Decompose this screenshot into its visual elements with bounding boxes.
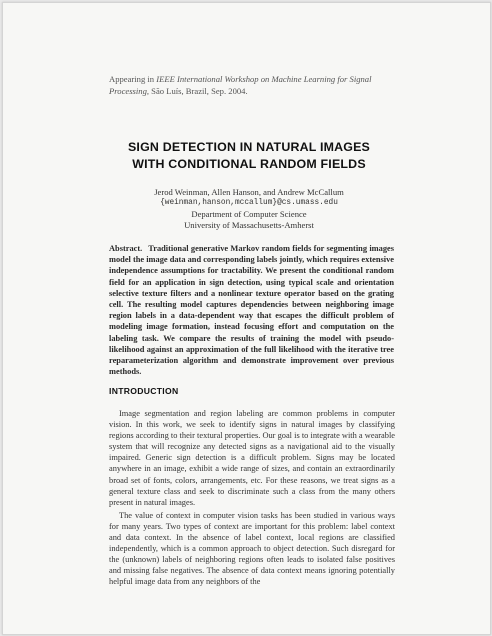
author-email: {weinman,hanson,mccallum}@cs.umass.edu: [160, 199, 338, 207]
title-line-2: WITH CONDITIONAL RANDOM FIELDS: [132, 157, 366, 171]
author-university: University of Massachusetts-Amherst: [184, 220, 314, 230]
author-block: [63, 187, 435, 231]
venue-suffix: , São Luís, Brazil, Sep. 2004.: [146, 86, 248, 96]
intro-paragraph-2: The value of context in computer vision tasks has been studied in various ways for many years. Two types of context are important for this problem: label context and data context. In the absence of label context, local regions are classified independently, which is a common approach to object detection. Such disregard for the (unknown) labels of neighboring regions often leads to isolated false positives and missing false negatives. The absence of data context means ignoring potentially helpful image data from any neighbors of the: [109, 510, 395, 587]
title-line-1: SIGN DETECTION IN NATURAL IMAGES: [127, 140, 371, 154]
abstract-label: Abstract.: [109, 244, 143, 253]
paper-page: [2, 2, 491, 635]
venue-prefix: Appearing in: [109, 74, 157, 84]
venue-name: IEEE International Workshop on Machine Learning for Signal Processing: [109, 74, 372, 96]
intro-paragraph-1: Image segmentation and region labeling are common problems in computer vision. In this work, we seek to identify signs in natural images by classifying regions according to their textural properties. Our goal is to integrate with a wearable system that will recognize any detected signs as a navigational aid to the visually impaired. Generic sign detection is a difficult problem. Signs may be located anywhere in an image, exhibit a wide range of sizes, and contain an extraordinarily broad set of fonts, colors, arrangements, etc. For these reasons, we treat signs as a general texture class and seek to discriminate such a class from the many others present in natural images.: [109, 409, 395, 507]
section-heading-introduction: INTRODUCTION: [109, 386, 179, 396]
abstract-text: Traditional generative Markov random fields for segmenting images model the image data and corresponding labels jointly, which requires extensive independence assumptions for tractability. We present the conditional random field for an application in sign detection, using typical scale and orientation selective texture filters and a nonlinear texture operator based on the grating cell. The resulting model captures dependencies between neighboring image region labels in a data-dependent way that escapes the difficult problem of modeling image formation, instead focusing effort and computation on the labeling task. We compare the results of training the model with pseudo-likelihood against an approximation of the full likelihood with the iterative tree reparameterization algorithm and demonstrate improvement over previous methods.: [109, 244, 394, 377]
author-department: Department of Computer Science: [191, 209, 307, 219]
venue-note: [109, 73, 399, 97]
abstract: [109, 243, 394, 377]
author-names: Jerod Weinman, Allen Hanson, and Andrew McCallum: [154, 187, 344, 197]
paper-title: [63, 139, 435, 173]
introduction-body: [109, 408, 395, 590]
